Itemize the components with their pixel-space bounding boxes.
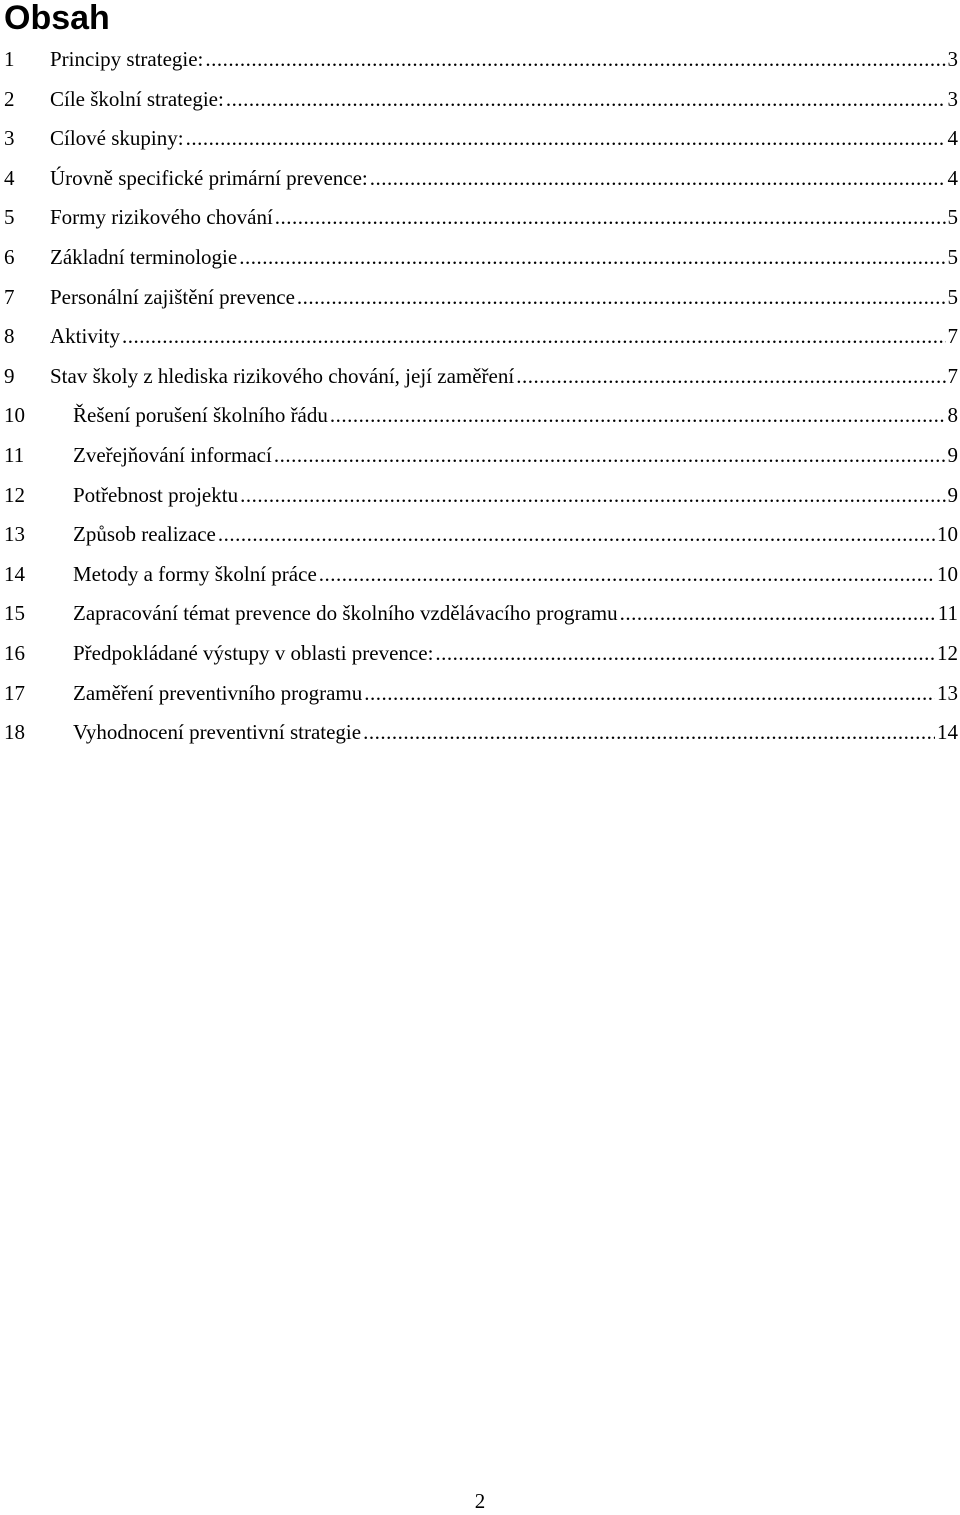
toc-dot-leader — [274, 436, 946, 476]
page-number: 2 — [474, 1489, 486, 1513]
toc-entry-number: 15 — [4, 601, 25, 626]
toc-dot-leader — [226, 80, 946, 120]
toc-entry-page[interactable]: 4 — [947, 126, 958, 151]
toc-dot-leader — [620, 594, 936, 634]
toc-entry-number: 14 — [4, 561, 25, 586]
toc-entry[interactable] — [4, 159, 958, 199]
toc-entry-title[interactable]: Zveřejňování informací — [73, 442, 272, 467]
toc-entry[interactable] — [4, 396, 958, 436]
toc-entry-page[interactable]: 9 — [947, 482, 958, 507]
toc-entry[interactable] — [4, 317, 958, 357]
toc-entry-page[interactable]: 10 — [937, 561, 958, 586]
toc-entry-page[interactable]: 4 — [947, 165, 958, 190]
toc-dot-leader — [364, 674, 935, 714]
toc-entry-page[interactable]: 12 — [937, 640, 958, 665]
toc-dot-leader — [363, 713, 935, 753]
toc-dot-leader — [186, 119, 946, 159]
toc-entry-page[interactable]: 3 — [947, 86, 958, 111]
toc-entry-page[interactable]: 9 — [947, 442, 958, 467]
toc-entry[interactable] — [4, 80, 958, 120]
toc-dot-leader — [240, 476, 945, 516]
toc-entry-title[interactable]: Předpokládané výstupy v oblasti prevence: — [73, 640, 434, 665]
toc-dot-leader — [516, 357, 945, 397]
toc-entry-page[interactable]: 8 — [947, 403, 958, 428]
toc-dot-leader — [297, 278, 946, 318]
toc-entry-page[interactable]: 5 — [947, 205, 958, 230]
toc-entry-number: 11 — [4, 442, 25, 467]
toc-entry-page[interactable]: 5 — [947, 244, 958, 269]
toc-entry-number: 1 — [4, 47, 15, 71]
toc-entry-number: 3 — [4, 126, 15, 151]
toc-entry[interactable] — [4, 713, 958, 753]
toc-entry-page[interactable]: 5 — [947, 284, 958, 309]
toc-dot-leader — [205, 40, 945, 80]
table-of-contents — [4, 40, 958, 753]
toc-entry-page[interactable]: 7 — [947, 363, 958, 388]
toc-entry-title[interactable]: Metody a formy školní práce — [73, 561, 317, 586]
toc-entry[interactable] — [4, 674, 958, 714]
toc-entry[interactable] — [4, 40, 958, 80]
toc-dot-leader — [330, 396, 946, 436]
toc-entry-number: 8 — [4, 324, 15, 349]
toc-entry[interactable] — [4, 238, 958, 278]
toc-entry-page[interactable]: 3 — [947, 47, 958, 71]
toc-entry-number: 13 — [4, 522, 25, 547]
toc-dot-leader — [370, 159, 946, 199]
toc-entry-number: 16 — [4, 640, 25, 665]
toc-entry-title[interactable]: Úrovně specifické primární prevence: — [50, 165, 368, 190]
toc-entry-page[interactable]: 7 — [947, 324, 958, 349]
toc-entry-number: 17 — [4, 680, 25, 705]
toc-entry-number: 9 — [4, 363, 15, 388]
toc-entry-title[interactable]: Zapracování témat prevence do školního vzdělávacího programu — [73, 601, 618, 626]
toc-dot-leader — [218, 515, 935, 555]
toc-entry-title[interactable]: Formy rizikového chování — [50, 205, 273, 230]
toc-entry[interactable] — [4, 476, 958, 516]
toc-entry[interactable] — [4, 119, 958, 159]
toc-entry-title[interactable]: Personální zajištění prevence — [50, 284, 295, 309]
toc-entry[interactable] — [4, 634, 958, 674]
toc-entry-title[interactable]: Aktivity — [50, 324, 121, 349]
toc-entry-title[interactable]: Stav školy z hlediska rizikového chování, její zaměření — [50, 363, 515, 388]
toc-entry-title[interactable]: Způsob realizace — [73, 522, 216, 547]
toc-entry-title[interactable]: Potřebnost projektu — [73, 482, 239, 507]
toc-entry-page[interactable]: 13 — [937, 680, 958, 705]
toc-entry-number: 12 — [4, 482, 25, 507]
toc-entry-page[interactable]: 14 — [937, 720, 958, 745]
toc-entry[interactable] — [4, 436, 958, 476]
toc-entry-number: 2 — [4, 86, 15, 111]
toc-entry-page[interactable]: 11 — [937, 601, 958, 626]
toc-entry-number: 10 — [4, 403, 25, 428]
toc-entry-page[interactable]: 10 — [937, 522, 958, 547]
toc-entry[interactable] — [4, 515, 958, 555]
toc-entry-number: 4 — [4, 165, 15, 190]
toc-entry-title[interactable]: Základní terminologie — [50, 244, 238, 269]
page-title: Obsah — [4, 0, 110, 37]
toc-entry-title[interactable]: Cíle školní strategie: — [50, 86, 224, 111]
toc-dot-leader — [275, 198, 946, 238]
toc-entry-title[interactable]: Principy strategie: — [50, 47, 204, 71]
toc-dot-leader — [122, 317, 945, 357]
toc-entry-number: 7 — [4, 284, 15, 309]
toc-entry[interactable] — [4, 278, 958, 318]
toc-entry[interactable] — [4, 555, 958, 595]
toc-entry-title[interactable]: Zaměření preventivního programu — [73, 680, 363, 705]
toc-entry-title[interactable]: Cílové skupiny: — [50, 126, 184, 151]
toc-entry[interactable] — [4, 594, 958, 634]
toc-entry-title[interactable]: Vyhodnocení preventivní strategie — [73, 720, 362, 745]
toc-entry[interactable] — [4, 198, 958, 238]
toc-entry[interactable] — [4, 357, 958, 397]
toc-entry-number: 6 — [4, 244, 15, 269]
toc-entry-number: 18 — [4, 720, 25, 745]
toc-dot-leader — [239, 238, 945, 278]
toc-dot-leader — [435, 634, 935, 674]
toc-entry-title[interactable]: Řešení porušení školního řádu — [73, 403, 328, 428]
toc-entry-number: 5 — [4, 205, 15, 230]
toc-dot-leader — [319, 555, 935, 595]
